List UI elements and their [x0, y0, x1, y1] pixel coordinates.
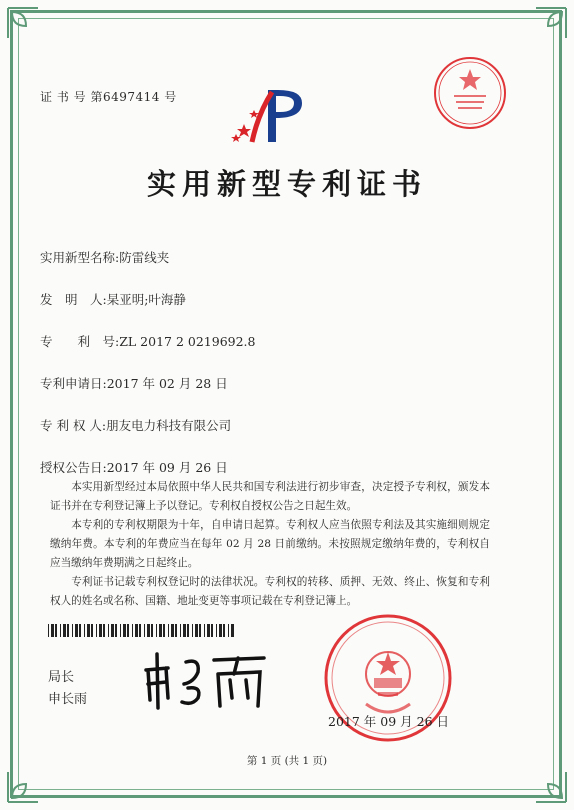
barcode: [48, 622, 236, 635]
barcode-bar: [79, 624, 81, 637]
barcode-bar: [99, 624, 102, 637]
barcode-bar: [159, 624, 162, 637]
barcode-bar: [132, 624, 133, 637]
barcode-bar: [108, 624, 109, 637]
patent-office-logo-icon: [228, 84, 314, 148]
corner-ornament-icon: [534, 6, 568, 40]
barcode-bar: [168, 624, 169, 637]
barcode-bar: [207, 624, 210, 637]
barcode-bar: [187, 624, 189, 637]
barcode-bar: [195, 624, 198, 637]
field-label: 发 明 人:: [40, 292, 107, 307]
page-number: 第 1 页 (共 1 页): [246, 755, 328, 767]
field-grant-announcement-date: [40, 458, 228, 476]
barcode-bar: [228, 624, 229, 637]
barcode-bar: [87, 624, 90, 637]
corner-ornament-icon: [6, 770, 40, 804]
certificate-body: [50, 478, 490, 611]
field-label: 专利申请日:: [40, 376, 107, 391]
barcode-bar: [163, 624, 165, 637]
corner-ornament-icon: [534, 770, 568, 804]
barcode-bar: [216, 624, 217, 637]
barcode-bar: [51, 624, 54, 637]
body-paragraph: 本实用新型经过本局依照中华人民共和国专利法进行初步审查，决定授予专利权，颁发本证书并在专利登记簿上予以登记。专利权自授权公告之日起生效。: [50, 481, 490, 512]
field-value: 2017 年 02 月 28 日: [106, 376, 228, 391]
barcode-bar: [91, 624, 93, 637]
barcode-bar: [67, 624, 69, 637]
barcode-bar: [147, 624, 150, 637]
barcode-bar: [84, 624, 85, 637]
body-paragraph: 专利证书记载专利权登记时的法律状况。专利权的转移、质押、无效、终止、恢复和专利权人的姓名或名称、国籍、地址变更等事项记载在专利登记簿上。: [50, 576, 490, 607]
field-label: 专 利 权 人:: [40, 418, 107, 433]
barcode-bar: [111, 624, 114, 637]
field-value: ZL 2017 2 0219692.8: [119, 334, 256, 349]
barcode-bar: [192, 624, 193, 637]
certificate-title: 实用新型专利证书: [146, 167, 427, 201]
field-value: 2017 年 09 月 26 日: [106, 460, 228, 475]
barcode-bar: [223, 624, 225, 637]
barcode-bar: [135, 624, 138, 637]
barcode-bar: [120, 624, 121, 637]
director-title: 局长: [48, 670, 75, 685]
barcode-bar: [180, 624, 181, 637]
barcode-bar: [183, 624, 186, 637]
barcode-bar: [123, 624, 126, 637]
barcode-bar: [231, 624, 234, 637]
barcode-bar: [72, 624, 73, 637]
barcode-bar: [175, 624, 177, 637]
barcode-bar: [144, 624, 145, 637]
registration-seal-icon: [432, 55, 508, 131]
director-name: 申长雨: [48, 692, 88, 707]
field-value: 防雷线夹: [119, 250, 170, 265]
field-patentee: [40, 416, 231, 434]
barcode-bar: [151, 624, 153, 637]
director-signature: [138, 648, 278, 712]
barcode-bar: [199, 624, 201, 637]
body-paragraph: 本专利的专利权期限为十年，自申请日起算。专利权人应当依照专利法及其实施细则规定缴纳年费。本专利的年费应当在每年 02 月 28 日前缴纳。未按照规定缴纳年费的，专利权自应当缴纳年费期满之日起终止。: [50, 519, 490, 569]
field-inventor: [40, 290, 186, 308]
field-utility-model-name: [40, 248, 169, 266]
barcode-bar: [219, 624, 222, 637]
barcode-bar: [204, 624, 205, 637]
barcode-bar: [156, 624, 157, 637]
barcode-bar: [103, 624, 105, 637]
barcode-bar: [139, 624, 141, 637]
barcode-bar: [55, 624, 57, 637]
barcode-bar: [48, 624, 49, 637]
corner-ornament-icon: [6, 6, 40, 40]
field-value: 杲亚明;叶海静: [106, 292, 186, 307]
issue-date: 2017 年 09 月 26 日: [328, 714, 449, 729]
barcode-bar: [211, 624, 213, 637]
field-value: 朋友电力科技有限公司: [106, 418, 232, 433]
barcode-bar: [115, 624, 117, 637]
barcode-bar: [96, 624, 97, 637]
field-patent-number: [40, 332, 256, 350]
barcode-bar: [75, 624, 78, 637]
certificate-number: 证 书 号 第6497414 号: [40, 90, 177, 104]
field-label: 专 利 号:: [40, 334, 120, 349]
barcode-bar: [171, 624, 174, 637]
barcode-bar: [63, 624, 66, 637]
field-label: 授权公告日:: [40, 460, 107, 475]
barcode-bar: [127, 624, 129, 637]
barcode-bar: [60, 624, 61, 637]
field-application-date: [40, 374, 228, 392]
field-label: 实用新型名称:: [40, 250, 120, 265]
